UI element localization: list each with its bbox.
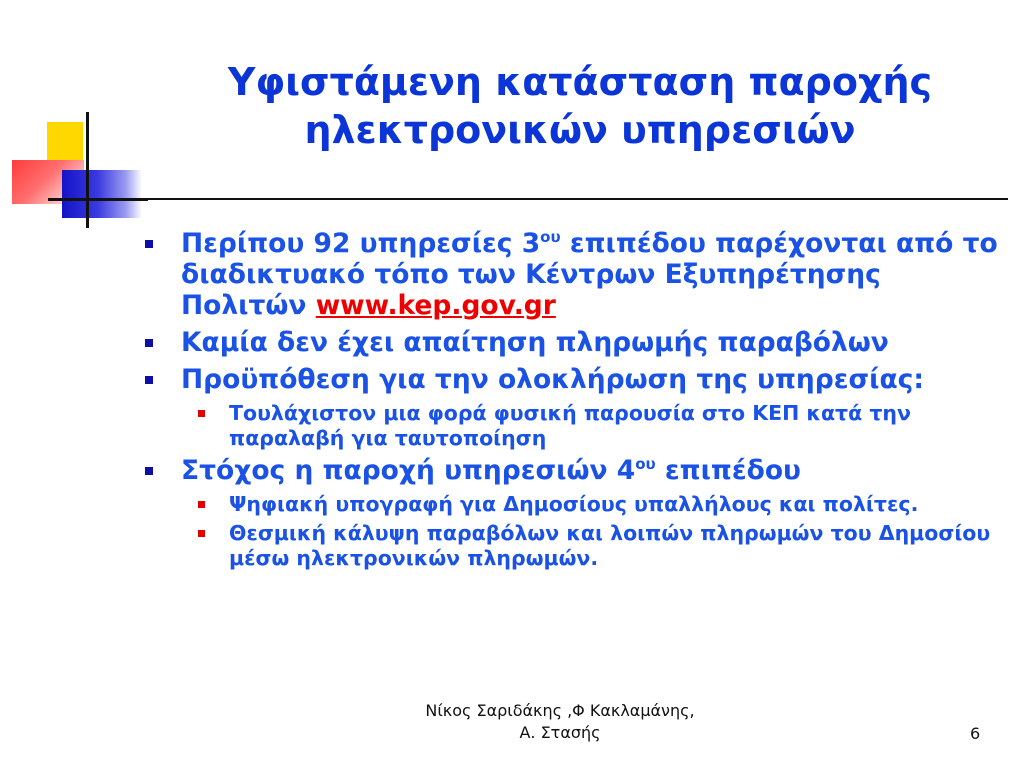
decorative-squares-logo [0, 0, 150, 240]
sub-bullet-digital-signature [142, 492, 1002, 517]
sub-bullet-text: Θεσμική κάλυψη παραβόλων και λοιπών πληρωμών του Δημοσίου μέσω ηλεκτρονικών πληρωμών. [229, 521, 991, 570]
sub-bullet-square-icon [198, 410, 205, 417]
bullet-list [142, 228, 1002, 575]
bullet-prerequisite [142, 364, 1002, 395]
bullet-square-icon [145, 240, 153, 248]
sub-bullet-physical-presence [142, 401, 1002, 451]
bullet-square-icon [145, 467, 153, 475]
kep-website-link[interactable]: www.kep.gov.gr [315, 290, 556, 321]
bullet-text: Στόχος η παροχή υπηρεσιών 4 [181, 455, 636, 486]
sub-bullet-square-icon [198, 501, 205, 508]
bullet-services-count [142, 228, 1002, 321]
bullet-text: Περίπου 92 υπηρεσίες 3 [181, 228, 541, 259]
ordinal-superscript: ου [635, 455, 656, 473]
ordinal-superscript: ου [540, 228, 561, 246]
vertical-line [86, 112, 89, 228]
page-number: 6 [970, 724, 981, 743]
slide-title [150, 58, 1010, 154]
bullet-no-fees [142, 327, 1002, 358]
blue-square [62, 170, 142, 218]
bullet-square-icon [145, 339, 153, 347]
title-divider [148, 198, 1008, 200]
slide-title-line-1: Υφιστάμενη κατάσταση παροχής [227, 60, 933, 104]
bullet-text: Καμία δεν έχει απαίτηση πληρωμής παραβόλων [181, 327, 889, 358]
bullet-text: επιπέδου παρέχονται από το διαδικτυακό τόπο των Κέντρων Εξυπηρέτησης Πολιτών [181, 228, 998, 321]
bullet-goal [142, 455, 1002, 486]
sub-bullet-electronic-payments [142, 521, 1002, 571]
bullet-square-icon [145, 376, 153, 384]
footer-authors [400, 700, 720, 744]
slide-title-line-2: ηλεκτρονικών υπηρεσιών [304, 108, 856, 152]
sub-bullet-text: Τουλάχιστον μια φορά φυσική παρουσία στο ΚΕΠ κατά την παραλαβή για ταυτοποίηση [229, 401, 911, 450]
bullet-text: επιπέδου [655, 455, 801, 486]
sub-bullet-text: Ψηφιακή υπογραφή για Δημοσίους υπαλλήλους και πολίτες. [229, 492, 919, 516]
footer-authors-line-1: Νίκος Σαριδάκης ,Φ Κακλαμάνης, [425, 701, 695, 720]
sub-bullet-square-icon [198, 530, 205, 537]
bullet-text: Προϋπόθεση για την ολοκλήρωση της υπηρεσίας: [181, 364, 924, 395]
horizontal-line [48, 198, 148, 201]
footer-authors-line-2: Α. Στασής [519, 723, 601, 742]
